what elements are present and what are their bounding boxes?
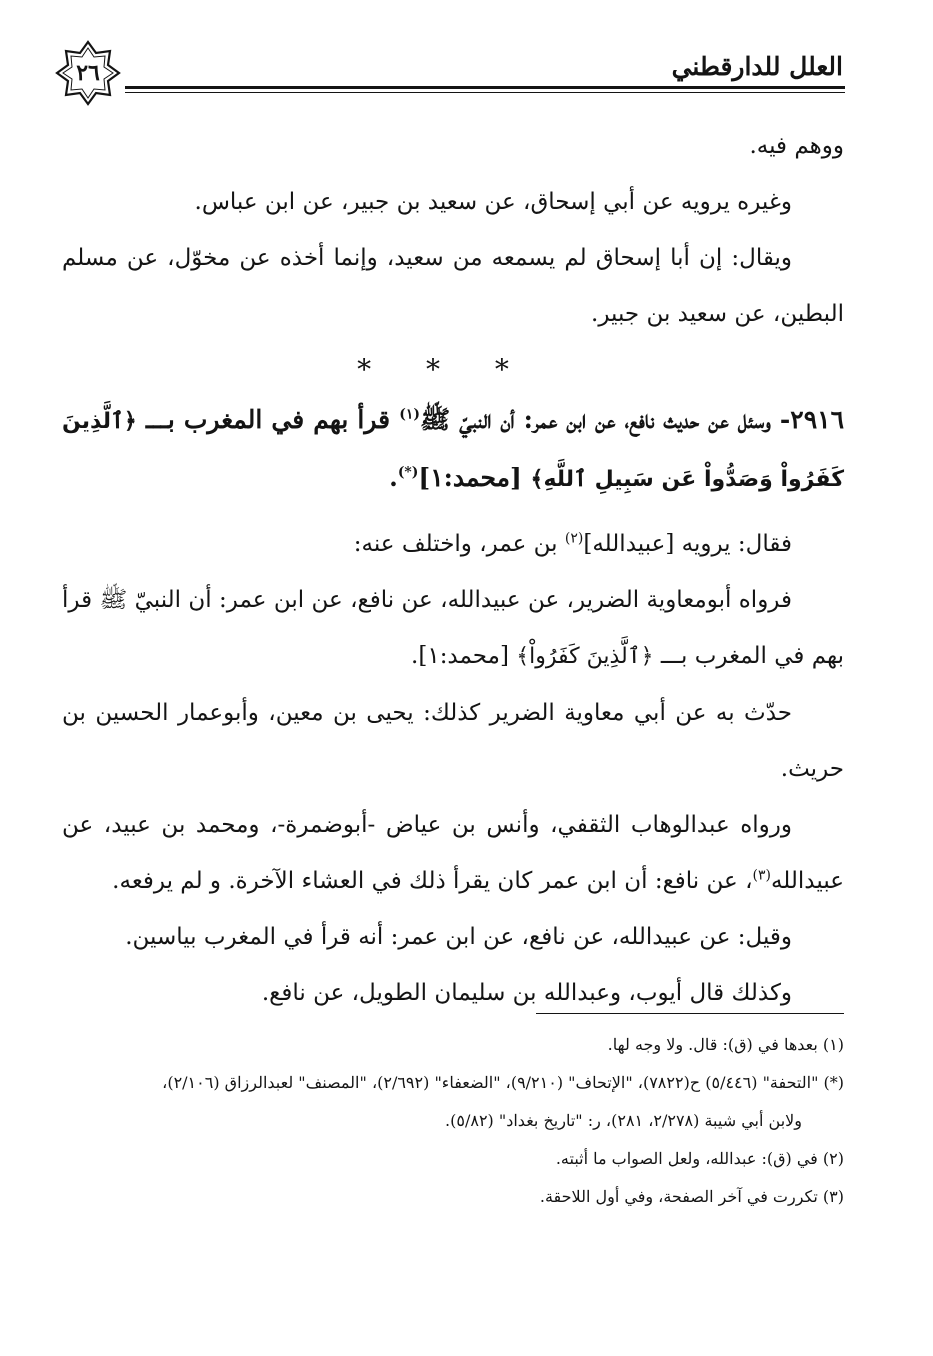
paragraph: ورواه عبدالوهاب الثقفي، وأنس بن عياض -أبوضمرة-، ومحمد بن عبيد، عن عبيدالله$^{(٣)}$، عن نافع: أن ابن عمر كان يقرأ ذلك في العشاء الآخرة. و لم يرفعه.: [62, 812, 844, 894]
entry-text: - وسئل عن حديث نافع، عن ابن عمر: أن النبيّ ﷺ: [419, 405, 791, 434]
entry-text: قرأ بهم في المغرب بـــ: [136, 405, 400, 434]
paragraph: حدّث به عن أبي معاوية الضرير كذلك: يحيى بن معين، وأبوعمار الحسين بن حريث.: [62, 700, 844, 782]
paragraph: فقال: يرويه [عبيدالله]$^{(٢)}$ بن عمر، واختلف عنه:: [353, 530, 792, 557]
paragraph: ووهم فيه.: [749, 133, 844, 159]
footnote: (٣) تكررت في آخر الصفحة، وفي أول اللاحقة.: [539, 1187, 844, 1206]
verse-reference: [محمد:١]: [418, 463, 531, 492]
footnote: (*) "التحفة" (٥/٤٤٦) ح(٧٨٢٢)، "الإتحاف" (٩/٢١٠)، "الضعفاء" (٢/٦٩٢)، "المصنف" لعبدالرزاق (٢/١٠٦)،: [162, 1073, 844, 1092]
footnote: (١) بعدها في (ق): قال. ولا وجه لها.: [607, 1035, 844, 1054]
entry-number: ٢٩١٦: [790, 405, 844, 434]
header-rule: [125, 86, 845, 89]
entry-heading: ٢٩١٦- وسئل عن حديث نافع، عن ابن عمر: أن النبيّ ﷺ$^{(١)}$ قرأ بهم في المغرب بـــ ﴿ٱلَّذِينَ كَفَرُواْ وَصَدُّواْ عَن سَبِيلِ ٱللَّهِ﴾ [محمد:١](*).: [62, 405, 844, 492]
footnote-marker: (١): [399, 406, 420, 423]
paragraph: وقيل: عن عبيدالله، عن نافع، عن ابن عمر: أنه قرأ في المغرب بياسين.: [125, 924, 792, 950]
main-text: [62, 118, 844, 1021]
footnote-marker: (٣): [752, 867, 771, 884]
section-separator-stars: * * *: [357, 353, 509, 386]
header-rule-thin: [125, 92, 845, 93]
quran-verse: ﴿ٱلَّذِينَ كَفَرُواْ﴾: [516, 644, 654, 669]
paragraph: ويقال: إن أبا إسحاق لم يسمعه من سعيد، وإنما أخذه عن مخوّل، عن مسلم البطين، عن سعيد بن جبير.: [62, 245, 844, 327]
footnote-continuation: ولابن أبي شيبة (٢/٢٧٨، ٢٨١)، ر: "تاريخ بغداد" (٥/٨٢).: [445, 1111, 802, 1130]
footnote-marker: (*): [397, 464, 419, 481]
footnote: (٢) في (ق): عبدالله، ولعل الصواب ما أثبته.: [555, 1149, 844, 1168]
page-number: ٢٦: [76, 60, 100, 86]
book-title: العلل للدارقطني: [671, 52, 843, 81]
quran-verse: ﴿ٱلَّذِينَ كَفَرُواْ وَصَدُّواْ عَن سَبِيلِ ٱللَّهِ﴾: [62, 409, 844, 492]
footnote-marker: (٢): [564, 530, 584, 547]
page-header: [55, 40, 845, 110]
page-number-badge: [55, 40, 121, 106]
verse-reference: [محمد:١].: [411, 643, 517, 669]
footnote-separator: [536, 1013, 844, 1014]
footnotes: [62, 1026, 844, 1216]
paragraph: فرواه أبومعاوية الضرير، عن عبيدالله، عن نافع، عن ابن عمر: أن النبيّ ﷺ قرأ بهم في المغرب بـــ ﴿ٱلَّذِينَ كَفَرُواْ﴾ [محمد:١].: [62, 587, 844, 669]
paragraph: وكذلك قال أيوب، وعبدالله بن سليمان الطويل، عن نافع.: [261, 980, 792, 1006]
paragraph: وغيره يرويه عن أبي إسحاق، عن سعيد بن جبير، عن ابن عباس.: [194, 189, 792, 215]
